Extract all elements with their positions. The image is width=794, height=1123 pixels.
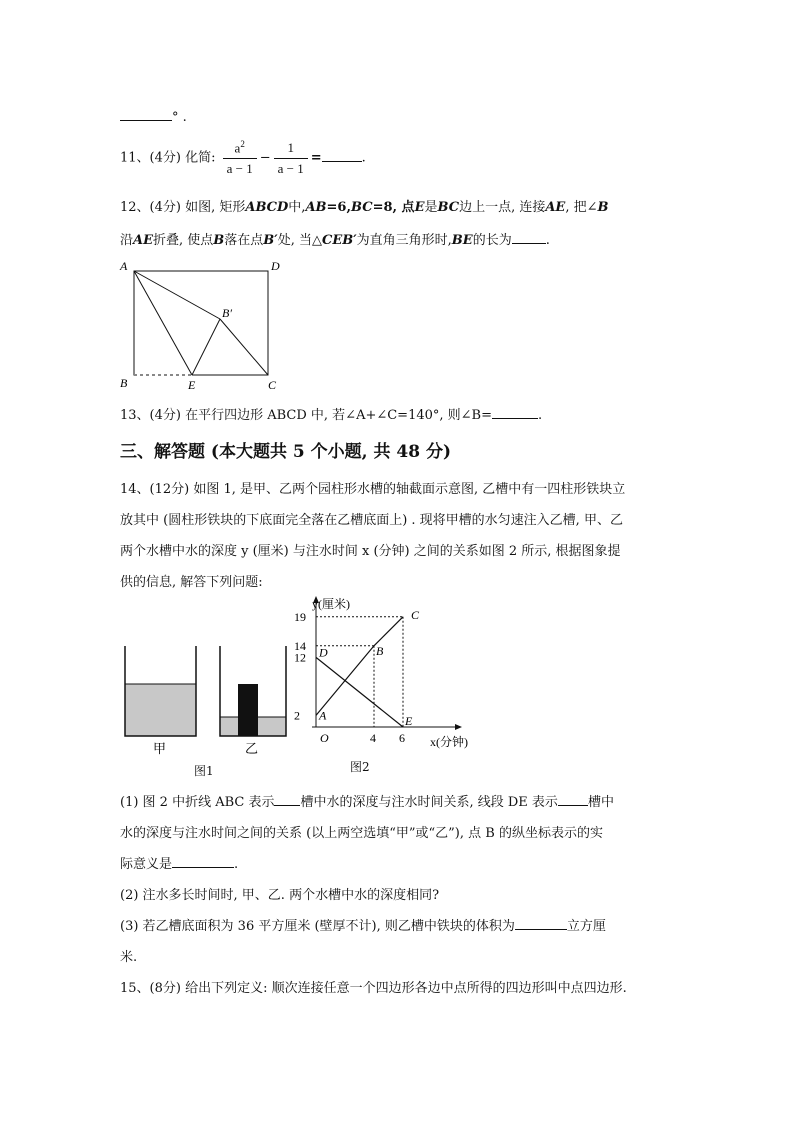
frac1-num: a [234,140,241,156]
rectangle-abcd [134,271,268,375]
label-yi: 乙 [245,741,259,756]
label-a: A [120,259,128,273]
answer-blank [515,917,567,930]
label-jia: 甲 [153,741,167,756]
sub2: (2) 注水多长时间时, 甲、乙. 两个水槽中水的深度相同? [120,888,440,903]
segment-eb-prime [192,319,220,375]
q11 [120,139,366,177]
q11-fraction-2 [274,140,308,177]
q14-line4: 供的信息, 解答下列问题: [120,575,263,590]
q11-fraction-1 [223,139,257,177]
text: 为直角三角形时, [356,233,452,248]
point-label-c: C [411,607,420,622]
text: 槽中水的深度与注水时间关系, 线段 DE 表示 [300,795,558,810]
text: . [234,857,239,872]
label-b-prime: B′ [222,306,232,320]
q13-end: . [538,408,543,423]
origin-label: O [320,731,329,745]
text: CEB′ [321,233,357,248]
label-b: B [120,376,128,390]
point-label-b: B [376,643,384,658]
text: 中, [288,200,306,215]
y-tick-label: 2 [294,708,300,723]
y-axis-label: y(厘米) [312,597,350,611]
text: BE [451,233,473,248]
text: , 把∠ [565,200,598,215]
q10-tail [120,108,187,125]
frac2-den: a − 1 [277,160,304,176]
text: AE [133,233,154,248]
answer-blank [274,793,300,806]
text: =6, [326,200,351,215]
text: BC [350,200,373,215]
q12-line1 [120,196,609,215]
answer-blank [322,149,362,162]
text: (1) 图 2 中折线 ABC 表示 [120,795,275,810]
label-d: D [271,259,280,273]
answer-blank [492,406,538,419]
q10-tail-text: ° . [172,110,187,125]
sub1-line2: 水的深度与注水时间之间的关系 (以上两空选填“甲”或“乙”), 点 B 的纵坐标表示的实 [120,826,603,841]
text: 立方厘 [566,919,606,934]
rectangle-figure [112,255,292,395]
text: 折叠, 使点 [153,233,214,248]
x-axis-label: x(分钟) [430,735,468,749]
y-tick-label: 12 [294,650,306,665]
answer-blank [512,231,546,244]
q11-end: . [361,150,366,166]
point-label-e: E [405,714,413,728]
frac1-den: a − 1 [226,161,253,177]
text: 边上一点, 连接 [459,200,546,215]
text: AE [545,200,566,215]
text: 落在点 [224,233,264,248]
label-e: E [188,378,196,392]
minus-sign: − [259,150,271,166]
segment-ae [134,271,192,375]
answer-blank [558,793,588,806]
series-de-line [316,657,403,727]
frac2-num: 1 [274,140,308,159]
text: 是 [424,200,438,215]
text: B [597,200,609,215]
text: . [545,233,550,248]
text: 沿 [120,233,134,248]
q11-label: 11、(4分) 化简: [120,150,216,166]
x-tick-label: 4 [370,731,376,745]
sub1-line1 [120,791,614,810]
frac1-sup: 2 [240,139,245,149]
sub3-line1 [120,915,606,934]
text: AB [305,200,327,215]
label-c: C [268,378,277,392]
text: BC [437,200,460,215]
text: ABCD [245,200,289,215]
q13-text: 13、(4分) 在平行四边形 ABCD 中, 若∠A+∠C=140°, 则∠B= [120,408,492,423]
text: B′ [263,233,278,248]
figure-1-caption: 图1 [194,764,214,778]
point-label-d: D [319,645,328,660]
text: 际意义是 [120,857,173,872]
text: 12、(4分) 如图, 矩形 [120,200,246,215]
text: 槽中 [587,795,614,810]
text: B [213,233,225,248]
q14-line1: 14、(12分) 如图 1, 是甲、乙两个园柱形水槽的轴截面示意图, 乙槽中有一四柱形铁块立 [120,482,626,497]
chart-marks [294,608,420,745]
q14-line2: 放其中 (圆柱形铁块的下底面完全落在乙槽底面上) . 现将甲槽的水匀速注入乙槽, 甲、乙 [120,513,623,528]
answer-blank [120,108,172,121]
x-tick-label: 6 [399,731,405,745]
text: E [414,200,425,215]
answer-blank [172,855,234,868]
q13 [120,404,542,423]
text: 处, 当△ [277,233,322,248]
series-abc-line [316,617,403,716]
text: (3) 若乙槽底面积为 36 平方厘米 (壁厚不计), 则乙槽中铁块的体积为 [120,919,515,934]
y-tick-label: 14 [294,638,306,653]
figure-2-caption: 图2 [350,760,370,774]
equals-sign: = [310,150,322,166]
sub3-line2: 米. [120,950,138,965]
tank-jia-water [125,684,196,736]
x-axis-arrow [455,724,462,730]
point-label-a: A [319,708,327,723]
q15: 15、(8分) 给出下列定义: 顺次连接任意一个四边形各边中点所得的四边形叫中点四边形. [120,981,627,996]
q12-line2 [120,229,550,248]
figure-1-tanks [118,640,298,760]
segment-b-prime-c [220,319,268,375]
figure-2-chart [290,592,490,754]
q14-line3: 两个水槽中水的深度 y (厘米) 与注水时间 x (分钟) 之间的关系如图 2 所示, 根据图象提 [120,544,621,559]
text: 的长为 [472,233,512,248]
y-tick-label: 19 [294,609,306,624]
sub1-line3 [120,853,238,872]
iron-block [238,684,258,736]
section-3-title: 三、解答题 (本大题共 5 个小题, 共 48 分) [120,442,452,462]
text: =8, 点 [372,200,415,215]
